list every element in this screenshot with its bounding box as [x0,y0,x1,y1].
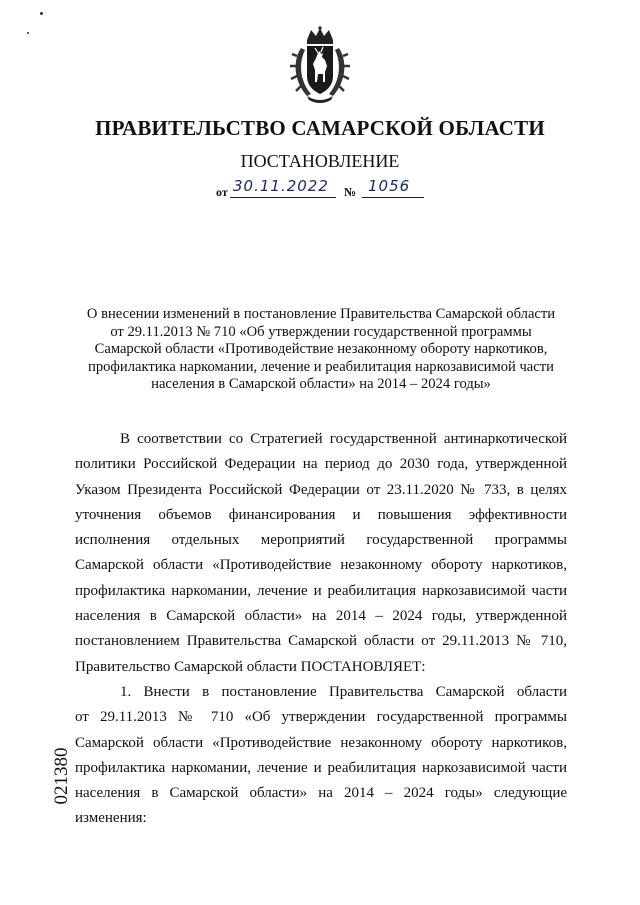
body-line: изменения: [75,810,147,827]
document-subject [78,306,564,394]
subject-line: от 29.11.2013 № 710 «Об утверждении государственной программы [110,323,532,340]
body-line: населения в Самарской области» на 2014 – 2024 годы» следующие [75,785,567,802]
body-line: профилактика наркомании, лечение и реабилитация наркозависимой части [75,582,567,599]
side-registration-number: 021380 [51,747,72,805]
number-prefix: № [344,185,357,199]
body-line: Указом Президента Российской Федерации от 23.11.2020 № 733, в целях [75,481,567,498]
handwritten-date: 30.11.2022 [233,177,329,195]
body-line: постановлением Правительства Самарской области от 29.11.2013 № 710, [75,633,567,650]
document-body [75,427,567,832]
samara-coat-of-arms-icon [287,26,353,106]
date-underline [230,197,336,198]
body-line: 1. Внести в постановление Правительства Самарской области [120,683,567,700]
scan-speck [27,32,29,34]
handwritten-number: 1056 [368,177,411,195]
number-underline [362,197,424,198]
body-line: населения в Самарской области» на 2014 – 2024 годы, утвержденной [75,608,567,625]
subject-line: Самарской области «Противодействие незаконному обороту наркотиков, [94,341,548,357]
date-prefix: от [216,185,228,199]
body-line: уточнения объемов финансирования и повышения эффективности [75,506,567,523]
body-line: Самарской области «Противодействие незаконному обороту наркотиков, [75,734,567,751]
subject-line: населения в Самарской области» на 2014 – 2024 годы» [151,376,491,392]
body-line: Самарской области «Противодействие незаконному обороту наркотиков, [75,557,567,574]
government-title: ПРАВИТЕЛЬСТВО САМАРСКОЙ ОБЛАСТИ [95,116,545,140]
body-line: от 29.11.2013 № 710 «Об утверждении государственной программы [75,709,567,726]
body-line: профилактика наркомании, лечение и реабилитация наркозависимой части [75,759,567,776]
subject-line: О внесении изменений в постановление Правительства Самарской области [86,306,556,322]
date-number-line [216,177,446,203]
subject-line: профилактика наркомании, лечение и реабилитация наркозависимой части [88,358,554,375]
body-line: политики Российской Федерации на период до 2030 года, утвержденной [75,456,567,473]
document-type: ПОСТАНОВЛЕНИЕ [240,151,400,171]
body-line: В соответствии со Стратегией государственной антинаркотической [120,431,567,447]
scan-speck [40,12,43,15]
body-line: исполнения отдельных мероприятий государственной программы [75,532,567,549]
body-line: Правительство Самарской области ПОСТАНОВЛЯЕТ: [75,658,426,675]
